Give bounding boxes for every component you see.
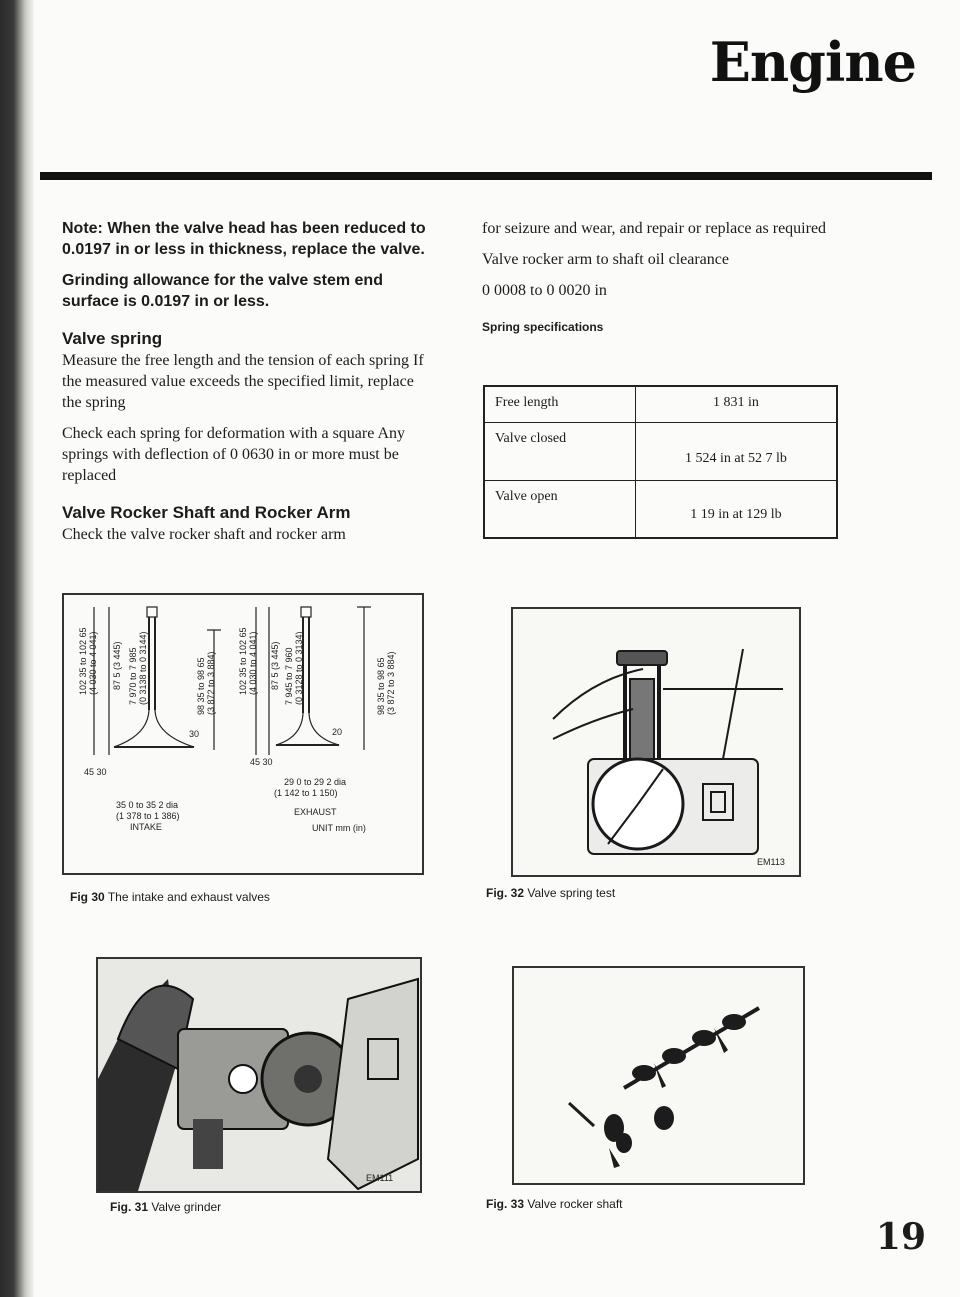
table-cell-value: 1 524 in at 52 7 lb	[636, 422, 838, 480]
right-paragraph-1: for seizure and wear, and repair or replace as required	[482, 220, 827, 237]
table-cell-value: 1 831 in	[636, 386, 838, 422]
rocker-shaft-svg	[514, 968, 803, 1183]
fig32-spring-test-photo	[511, 607, 801, 877]
exhaust-dia: 29 0 to 29 2 dia	[284, 777, 347, 787]
table-cell-label: Valve open	[484, 480, 636, 538]
fig31-caption	[110, 1200, 221, 1214]
fig33-caption	[486, 1197, 623, 1211]
exhaust-dim-4b: (3 872 to 3 884)	[386, 651, 396, 715]
exhaust-dim-3: 7 945 to 7 960	[284, 647, 294, 705]
intake-dia-in: (1 378 to 1 386)	[116, 811, 180, 821]
exhaust-dia-in: (1 142 to 1 150)	[274, 788, 338, 798]
intake-dim-2: 87 5 (3 445)	[112, 641, 122, 690]
intake-angle-2: 30	[189, 729, 200, 739]
table-row	[484, 386, 837, 422]
fig33-caption-text: Valve rocker shaft	[527, 1197, 623, 1211]
table-cell-value: 1 19 in at 129 lb	[636, 480, 838, 538]
fig32-code: EM113	[757, 857, 785, 867]
page-binding-edge	[0, 0, 34, 1297]
exhaust-angle-1: 45 30	[250, 757, 273, 767]
header-rule	[40, 172, 932, 180]
fig31-caption-text: Valve grinder	[151, 1200, 222, 1214]
fig30-caption-num: Fig 30	[70, 890, 105, 904]
right-column	[482, 218, 862, 338]
unit-label: UNIT mm (in)	[312, 823, 366, 833]
intake-dim-4: 98 35 to 98 65	[196, 657, 206, 715]
fig31-code: EM111	[366, 1173, 394, 1183]
spring-spec-table	[483, 385, 838, 539]
table-row	[484, 422, 837, 480]
grinding-paragraph: Grinding allowance for the valve stem end surface is 0.0197 in or less.	[62, 272, 383, 310]
intake-label: INTAKE	[130, 822, 162, 832]
intake-angle-1: 45 30	[84, 767, 107, 777]
exhaust-dim-3b: (0 3128 to 0 3134)	[294, 631, 304, 705]
fig32-caption-text: Valve spring test	[527, 886, 616, 900]
spec-heading: Spring specifications	[482, 320, 604, 334]
exhaust-dim-4: 98 35 to 98 65	[376, 657, 386, 715]
right-paragraph-3: 0 0008 to 0 0020 in	[482, 282, 607, 299]
fig31-valve-grinder-photo	[96, 957, 422, 1193]
fig30-caption	[70, 890, 270, 904]
exhaust-angle-2: 20	[332, 727, 343, 737]
fig33-rocker-shaft-photo	[512, 966, 805, 1185]
fig30-valve-diagram	[62, 593, 424, 875]
table-cell-label: Valve closed	[484, 422, 636, 480]
page-title: Engine	[709, 30, 916, 94]
intake-dim-3: 7 970 to 7 985	[128, 647, 138, 705]
table-row	[484, 480, 837, 538]
exhaust-label: EXHAUST	[294, 807, 337, 817]
exhaust-dim-1b: (4 030 to 4 041)	[248, 631, 258, 695]
right-paragraph-2: Valve rocker arm to shaft oil clearance	[482, 251, 729, 268]
spring-paragraph-2: Check each spring for deformation with a square Any springs with deflection of 0 0630 in or more must be replaced	[62, 425, 406, 484]
intake-dim-3b: (0 3138 to 0 3144)	[138, 631, 148, 705]
spring-paragraph-1: Measure the free length and the tension of each spring If the measured value exceeds the specified limit, replace the spring	[62, 352, 424, 411]
valve-grinder-svg	[98, 959, 420, 1191]
valve-diagram-svg	[64, 595, 422, 873]
rocker-paragraph: Check the valve rocker shaft and rocker arm	[62, 526, 346, 543]
spring-tester-svg	[513, 609, 799, 875]
valve-spring-heading: Valve spring	[62, 329, 163, 348]
page-number: 19	[875, 1216, 926, 1258]
fig30-caption-text: The intake and exhaust valves	[107, 890, 270, 904]
intake-dim-1b: (4 030 to 4 041)	[88, 631, 98, 695]
fig32-caption	[486, 886, 615, 900]
exhaust-dim-2: 87 5 (3 445)	[270, 641, 280, 690]
left-column	[62, 218, 430, 555]
intake-dim-1: 102 35 to 102 65	[78, 627, 88, 695]
fig33-caption-num: Fig. 33	[486, 1197, 525, 1211]
note-paragraph: Note: When the valve head has been reduced to 0.0197 in or less in thickness, replace the valve.	[62, 220, 426, 258]
table-cell-label: Free length	[484, 386, 636, 422]
exhaust-dim-1: 102 35 to 102 65	[238, 627, 248, 695]
fig32-caption-num: Fig. 32	[486, 886, 525, 900]
intake-dia: 35 0 to 35 2 dia	[116, 800, 179, 810]
rocker-heading: Valve Rocker Shaft and Rocker Arm	[62, 503, 351, 522]
intake-dim-4b: (3 872 to 3 884)	[206, 651, 216, 715]
fig31-caption-num: Fig. 31	[110, 1200, 149, 1214]
